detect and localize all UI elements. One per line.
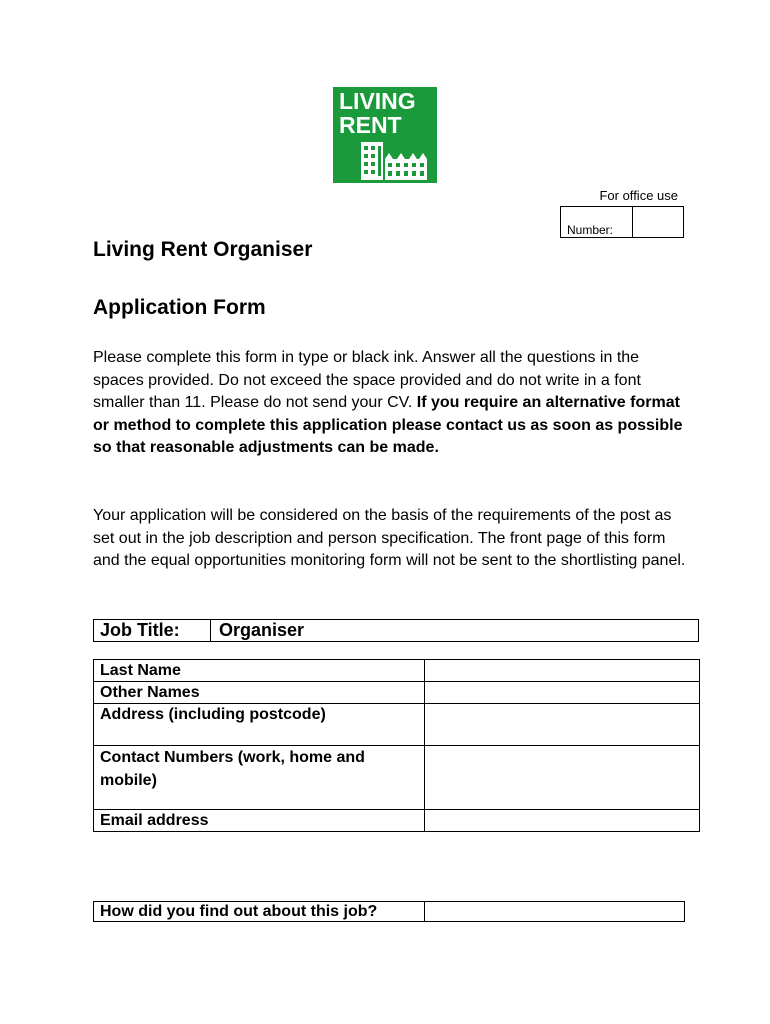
address-field[interactable] (425, 704, 700, 746)
other-names-field[interactable] (425, 682, 700, 704)
office-number-field[interactable] (632, 206, 684, 238)
email-label: Email address (94, 810, 425, 832)
intro-paragraph (93, 347, 693, 460)
job-title-row (93, 619, 699, 642)
table-row (94, 660, 700, 682)
how-find-table (93, 901, 685, 922)
email-field[interactable] (425, 810, 700, 832)
table-row (94, 704, 700, 746)
office-number-label: Number: (560, 206, 632, 238)
intro-normal-text: Please complete this form in type or black ink. Answer all the questions in the spaces provided. Do not exceed the space provided and do not write in a font smaller than 11. Please do not send your CV. (93, 349, 641, 411)
other-names-label: Other Names (94, 682, 425, 704)
table-row (94, 902, 685, 922)
office-use-label: For office use (599, 188, 678, 203)
contact-numbers-field[interactable] (425, 746, 700, 810)
table-row (94, 810, 700, 832)
how-find-label: How did you find out about this job? (94, 902, 425, 922)
form-subtitle: Application Form (93, 296, 266, 319)
last-name-field[interactable] (425, 660, 700, 682)
job-title-value: Organiser (219, 620, 305, 640)
table-row (94, 746, 700, 810)
last-name-label: Last Name (94, 660, 425, 682)
basis-paragraph: Your application will be considered on the basis of the requirements of the post as set out in the job description and person specification. The front page of this form and the equal opportunities monitoring form will not be sent to the shortlisting panel. (93, 507, 686, 569)
intro-bold-text: If you require an alternative format or method to complete this application please contact us as soon as possible so that reasonable adjustments can be made. (93, 394, 683, 456)
how-find-field[interactable] (425, 902, 685, 922)
personal-details-table (93, 659, 700, 832)
contact-numbers-label: Contact Numbers (work, home and mobile) (94, 746, 425, 810)
living-rent-logo (333, 87, 437, 183)
logo-line2: RENT (339, 112, 402, 138)
document-title: Living Rent Organiser (93, 238, 313, 261)
logo-line1: LIVING (339, 88, 416, 114)
building-icon (333, 87, 437, 183)
office-number-box (560, 206, 684, 238)
table-row (94, 682, 700, 704)
address-label: Address (including postcode) (94, 704, 425, 746)
job-title-label: Job Title: (94, 620, 211, 641)
